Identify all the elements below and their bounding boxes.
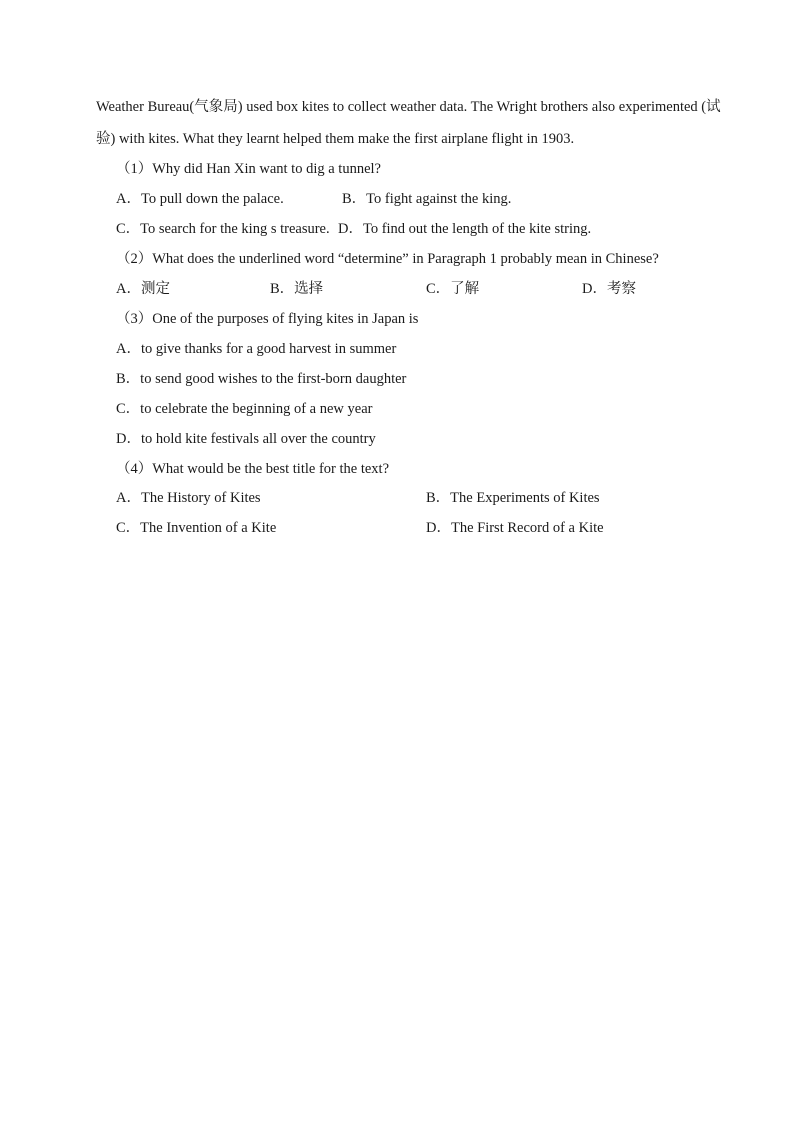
question-3-stem: （3）One of the purposes of flying kites in Japan is — [116, 311, 419, 327]
question-2-option-b: B．选择 — [270, 281, 324, 297]
question-2-option-a: A．测定 — [116, 281, 170, 297]
question-1-option-a: A．To pull down the palace. — [116, 191, 284, 207]
question-1-option-b: B．To fight against the king. — [342, 191, 512, 207]
question-1-option-c: C．To search for the king s treasure. — [116, 221, 330, 237]
question-2-option-c: C．了解 — [426, 281, 480, 297]
question-1-option-d: D．To find out the length of the kite string. — [338, 221, 592, 237]
question-3-option-d: D．to hold kite festivals all over the country — [116, 431, 376, 447]
question-4-option-d: D．The First Record of a Kite — [426, 520, 604, 536]
question-2-stem: （2）What does the underlined word “determine” in Paragraph 1 probably mean in Chinese? — [116, 251, 659, 267]
question-3-option-c: C．to celebrate the beginning of a new year — [116, 401, 373, 417]
question-4-stem: （4）What would be the best title for the text? — [116, 461, 390, 477]
question-4-option-b: B．The Experiments of Kites — [426, 490, 600, 506]
question-3-option-a: A．to give thanks for a good harvest in summer — [116, 341, 397, 357]
question-4-option-a: A．The History of Kites — [116, 490, 261, 506]
passage-line-2: 验) with kites. What they learnt helped them make the first airplane flight in 1903. — [96, 131, 575, 147]
question-1-stem: （1）Why did Han Xin want to dig a tunnel? — [116, 161, 381, 177]
question-4-option-c: C．The Invention of a Kite — [116, 520, 277, 536]
question-3-option-b: B．to send good wishes to the first-born daughter — [116, 371, 407, 387]
question-2-option-d: D．考察 — [582, 281, 636, 297]
passage-line-1: Weather Bureau(气象局) used box kites to collect weather data. The Wright brothers also experimented (试 — [96, 99, 721, 115]
